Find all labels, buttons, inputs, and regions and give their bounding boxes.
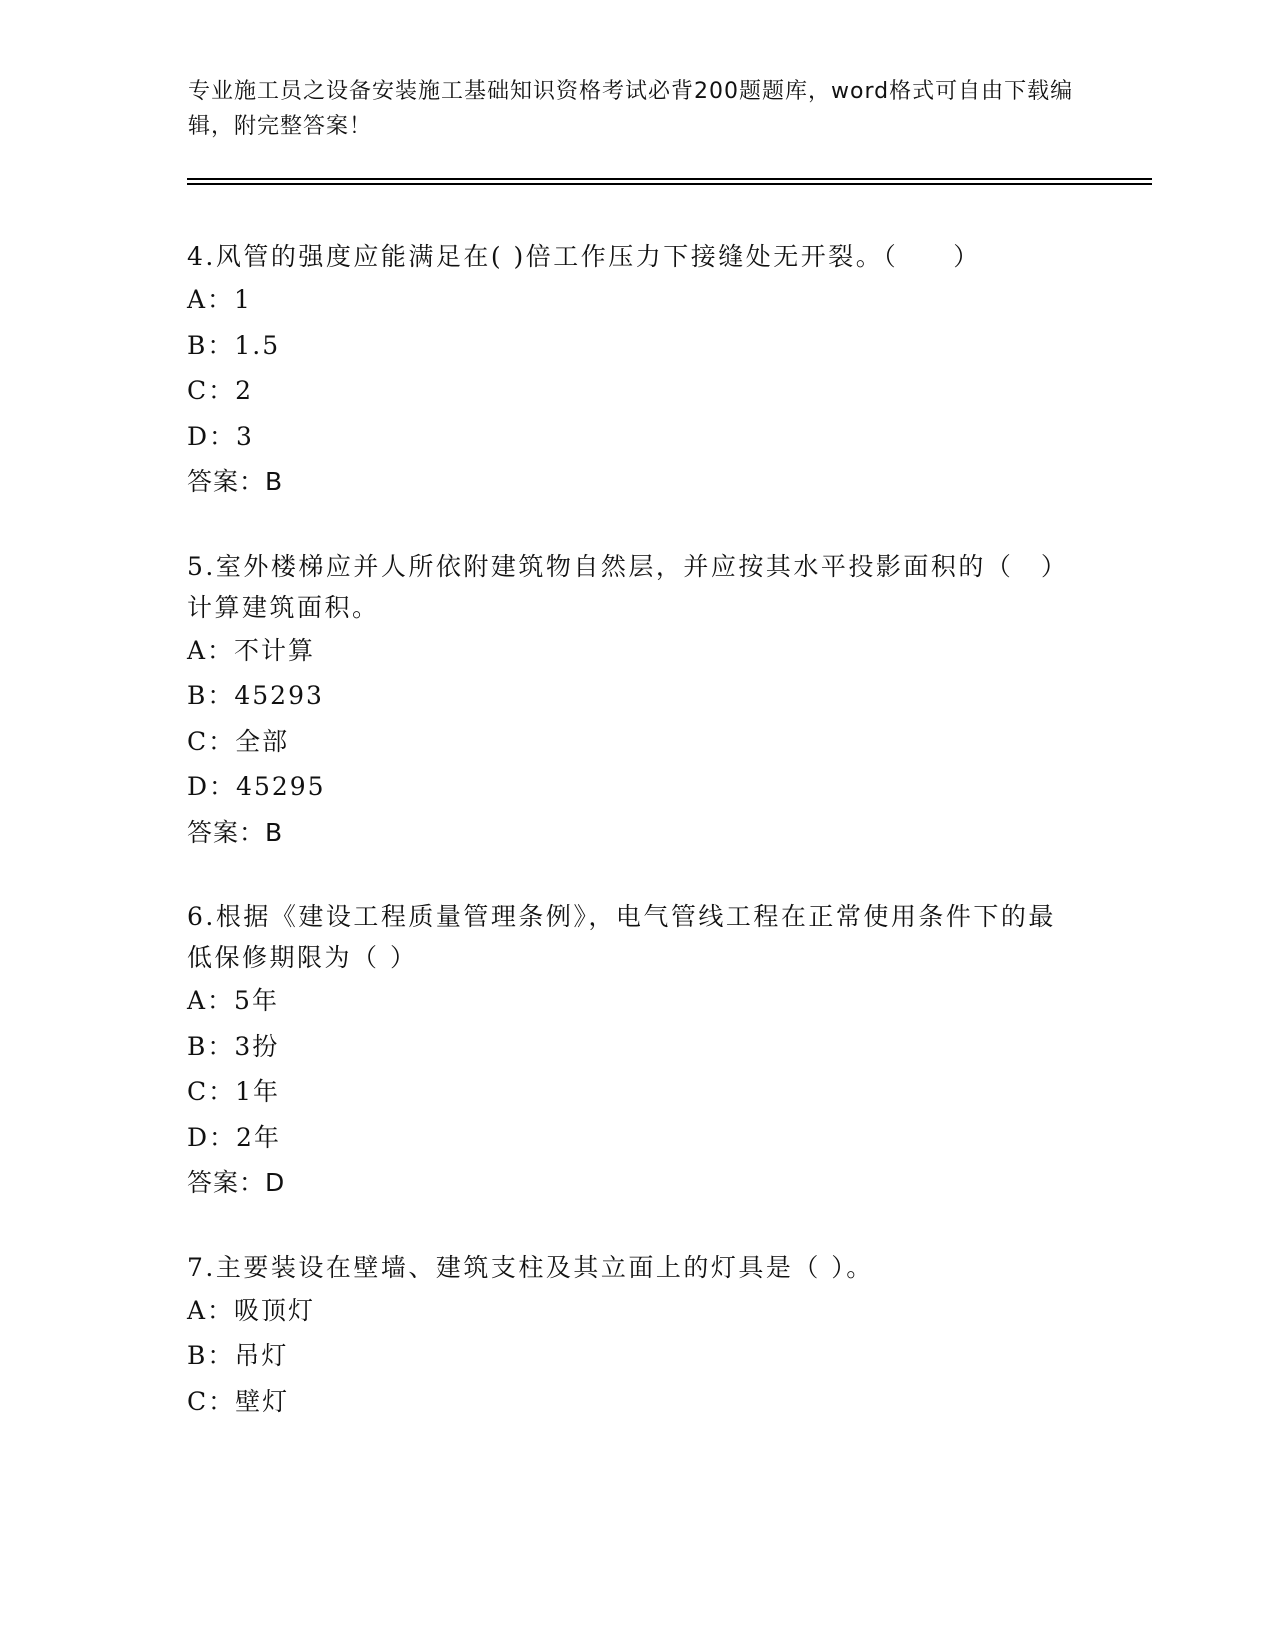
question-text: 5.室外楼梯应并人所依附建筑物自然层，并应按其水平投影面积的（ ）计算建筑面积。 xyxy=(187,551,1056,622)
option-a: A：不计算 xyxy=(187,635,316,665)
option-b: B：吊灯 xyxy=(187,1341,289,1370)
option-d: D：2年 xyxy=(187,1122,281,1152)
option-c: C：全部 xyxy=(187,726,290,756)
option-c: C：壁灯 xyxy=(187,1386,290,1416)
option-a: A：5年 xyxy=(187,986,279,1015)
document-header xyxy=(188,74,1078,144)
option-b: B：3扮 xyxy=(187,1031,280,1061)
question-text: 7.主要装设在壁墙、建筑支柱及其立面上的灯具是（ ）。 xyxy=(187,1252,874,1282)
question-7 xyxy=(187,1247,1067,1425)
question-list xyxy=(187,236,1067,1465)
option-b: B：45293 xyxy=(187,681,324,710)
question-6 xyxy=(187,896,1067,1206)
option-b: B：1.5 xyxy=(187,330,281,360)
question-text: 4.风管的强度应能满足在( )倍工作压力下接缝处无开裂。（ ） xyxy=(187,242,981,271)
question-4 xyxy=(187,236,1067,505)
document-title: 专业施工员之设备安装施工基础知识资格考试必背200题题库，word格式可自由下载编辑，附完整答案！ xyxy=(188,79,1074,139)
question-text: 6.根据《建设工程质量管理条例》，电气管线工程在正常使用条件下的最低保修期限为（ ） xyxy=(187,902,1056,972)
header-rule-bottom xyxy=(187,183,1152,185)
option-d: D：45295 xyxy=(187,772,326,801)
option-a: A：1 xyxy=(187,285,252,314)
option-c: C：2 xyxy=(187,376,254,405)
option-a: A：吸顶灯 xyxy=(187,1295,316,1325)
answer-line: 答案：D xyxy=(187,1168,286,1197)
option-d: D：3 xyxy=(187,421,254,451)
question-5 xyxy=(187,546,1067,856)
answer-line: 答案：B xyxy=(187,467,284,496)
header-rule-top xyxy=(187,178,1152,180)
answer-line: 答案：B xyxy=(187,817,284,847)
option-c: C：1年 xyxy=(187,1077,281,1106)
